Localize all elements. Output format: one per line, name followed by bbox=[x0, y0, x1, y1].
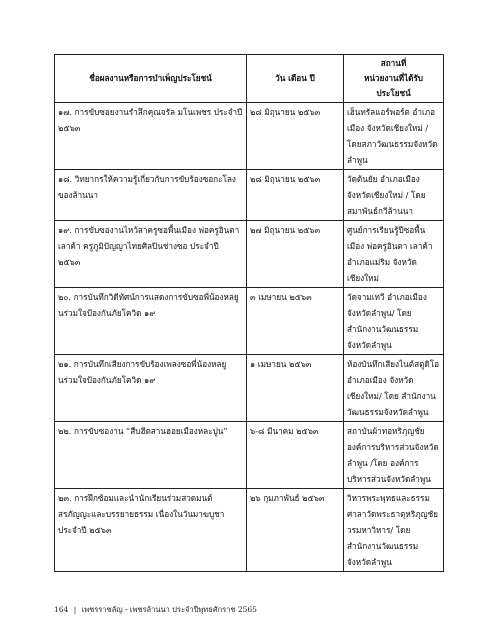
activity-cell: ๒๓. การฝึกซ้อมและนำนักเรียนร่วมสวดมนต์สรภัญญะและบรรยายธรรม เนื่องในวันมาฆบูชา ประจำปี ๒๕๖๓ bbox=[55, 489, 247, 572]
activity-cell: ๑๙. การขับซองานไหว้สาครูซอพื้นเมือง พ่อครูอินตา เลาค้า ครูภูมิปัญญาไทยศิลปินช่างซอ ประจำปี ๒๕๖๓ bbox=[55, 221, 247, 288]
footer-text: เพชรราชลัญ - เพชรล้านนา ประจำปีพุทธศักราช 2565 bbox=[81, 605, 257, 614]
header-date: วัน เดือน ปี bbox=[247, 55, 344, 103]
table-row bbox=[55, 288, 444, 355]
table-row bbox=[55, 221, 444, 288]
table-row bbox=[55, 170, 444, 221]
activity-cell: ๒๐. การบันทึกวิดีทัศน์การแสดงการขับซอพี่น้องหลยูนร่วมใจป้องกันภัยโควิด ๑๙ bbox=[55, 288, 247, 355]
activity-table bbox=[54, 54, 444, 572]
date-cell: ๓ เมษายน ๒๕๖๓ bbox=[247, 288, 344, 355]
activity-cell: ๑๗. การขับซอยงานรำลึกคุณจรัล มโนเพชร ประจำปี ๒๕๖๓ bbox=[55, 103, 247, 170]
date-cell: ๑ เมษายน ๒๕๖๓ bbox=[247, 355, 344, 422]
place-cell: สถาบันผ้าทอหริภุญชัย องค์การบริหารส่วนจังหวัดลำพูน /โดย องค์การบริหารส่วนจังหวัดลำพูน bbox=[344, 422, 444, 489]
activity-cell: ๒๑. การบันทึกเสียงการขับร้องเพลงซอพี่น้องหลยูนร่วมใจป้องกันภัยโควิด ๑๙ bbox=[55, 355, 247, 422]
place-cell: วัดต้นยัย อำเภอเมือง จังหวัดเชียงใหม่ / โดย สมาพันธ์กวีล้านนา bbox=[344, 170, 444, 221]
page-footer bbox=[54, 604, 257, 616]
activity-cell: ๒๒. การขับซองาน “สืบฮีตสานฮอยเมืองหละปูน” bbox=[55, 422, 247, 489]
date-cell: ๒๖ กุมภาพันธ์ ๒๕๖๓ bbox=[247, 489, 344, 572]
place-cell: ห้องบันทึกเสียงไนต์สตูดิโอ อำเภอเมือง จังหวัดเชียงใหม่/ โดย สำนักงานวัฒนธรรมจังหวัดลำพูน bbox=[344, 355, 444, 422]
place-cell: วัดจามเทวี อำเภอเมือง จังหวัดลำพูน/ โดย สำนักงานวัฒนธรรมจังหวัดลำพูน bbox=[344, 288, 444, 355]
place-cell: ศูนย์การเรียนรู้ปีซอพื้นเมือง พ่อครูอินตา เลาค้า อำเภอแม่ริม จังหวัดเชียงใหม่ bbox=[344, 221, 444, 288]
table-row bbox=[55, 422, 444, 489]
activity-cell: ๑๘. วิทยากรให้ความรู้เกี่ยวกับการขับร้องซอกะโลงของล้านนา bbox=[55, 170, 247, 221]
footer-separator: | bbox=[73, 605, 77, 614]
table-row bbox=[55, 355, 444, 422]
date-cell: ๖-๘ มีนาคม ๒๕๖๓ bbox=[247, 422, 344, 489]
place-cell: วิหารพระพุทธและธรรมศาลาวัดพระธาตุหริภุญชัยวรมหาวิหาร/ โดย สำนักงานวัฒนธรรมจังหวัดลำพูน bbox=[344, 489, 444, 572]
date-cell: ๒๗ มิถุนายน ๒๕๖๓ bbox=[247, 221, 344, 288]
page-number: 164 bbox=[54, 605, 69, 614]
date-cell: ๒๘ มิถุนายน ๒๕๖๓ bbox=[247, 103, 344, 170]
header-place: สถานที่ หน่วยงานที่ได้รับประโยชน์ bbox=[344, 55, 444, 103]
date-cell: ๒๘ มิถุนายน ๒๕๖๓ bbox=[247, 170, 344, 221]
header-activity: ชื่อผลงานหรือการบำเพ็ญประโยชน์ bbox=[55, 55, 247, 103]
place-cell: เฮ็นทรัลแอร์พอร์ต อำเภอเมือง จังหวัดเชียงใหม่ / โดยสภาวัฒนธรรมจังหวัดลำพูน bbox=[344, 103, 444, 170]
table-header-row bbox=[55, 55, 444, 103]
table-row bbox=[55, 489, 444, 572]
table-row bbox=[55, 103, 444, 170]
